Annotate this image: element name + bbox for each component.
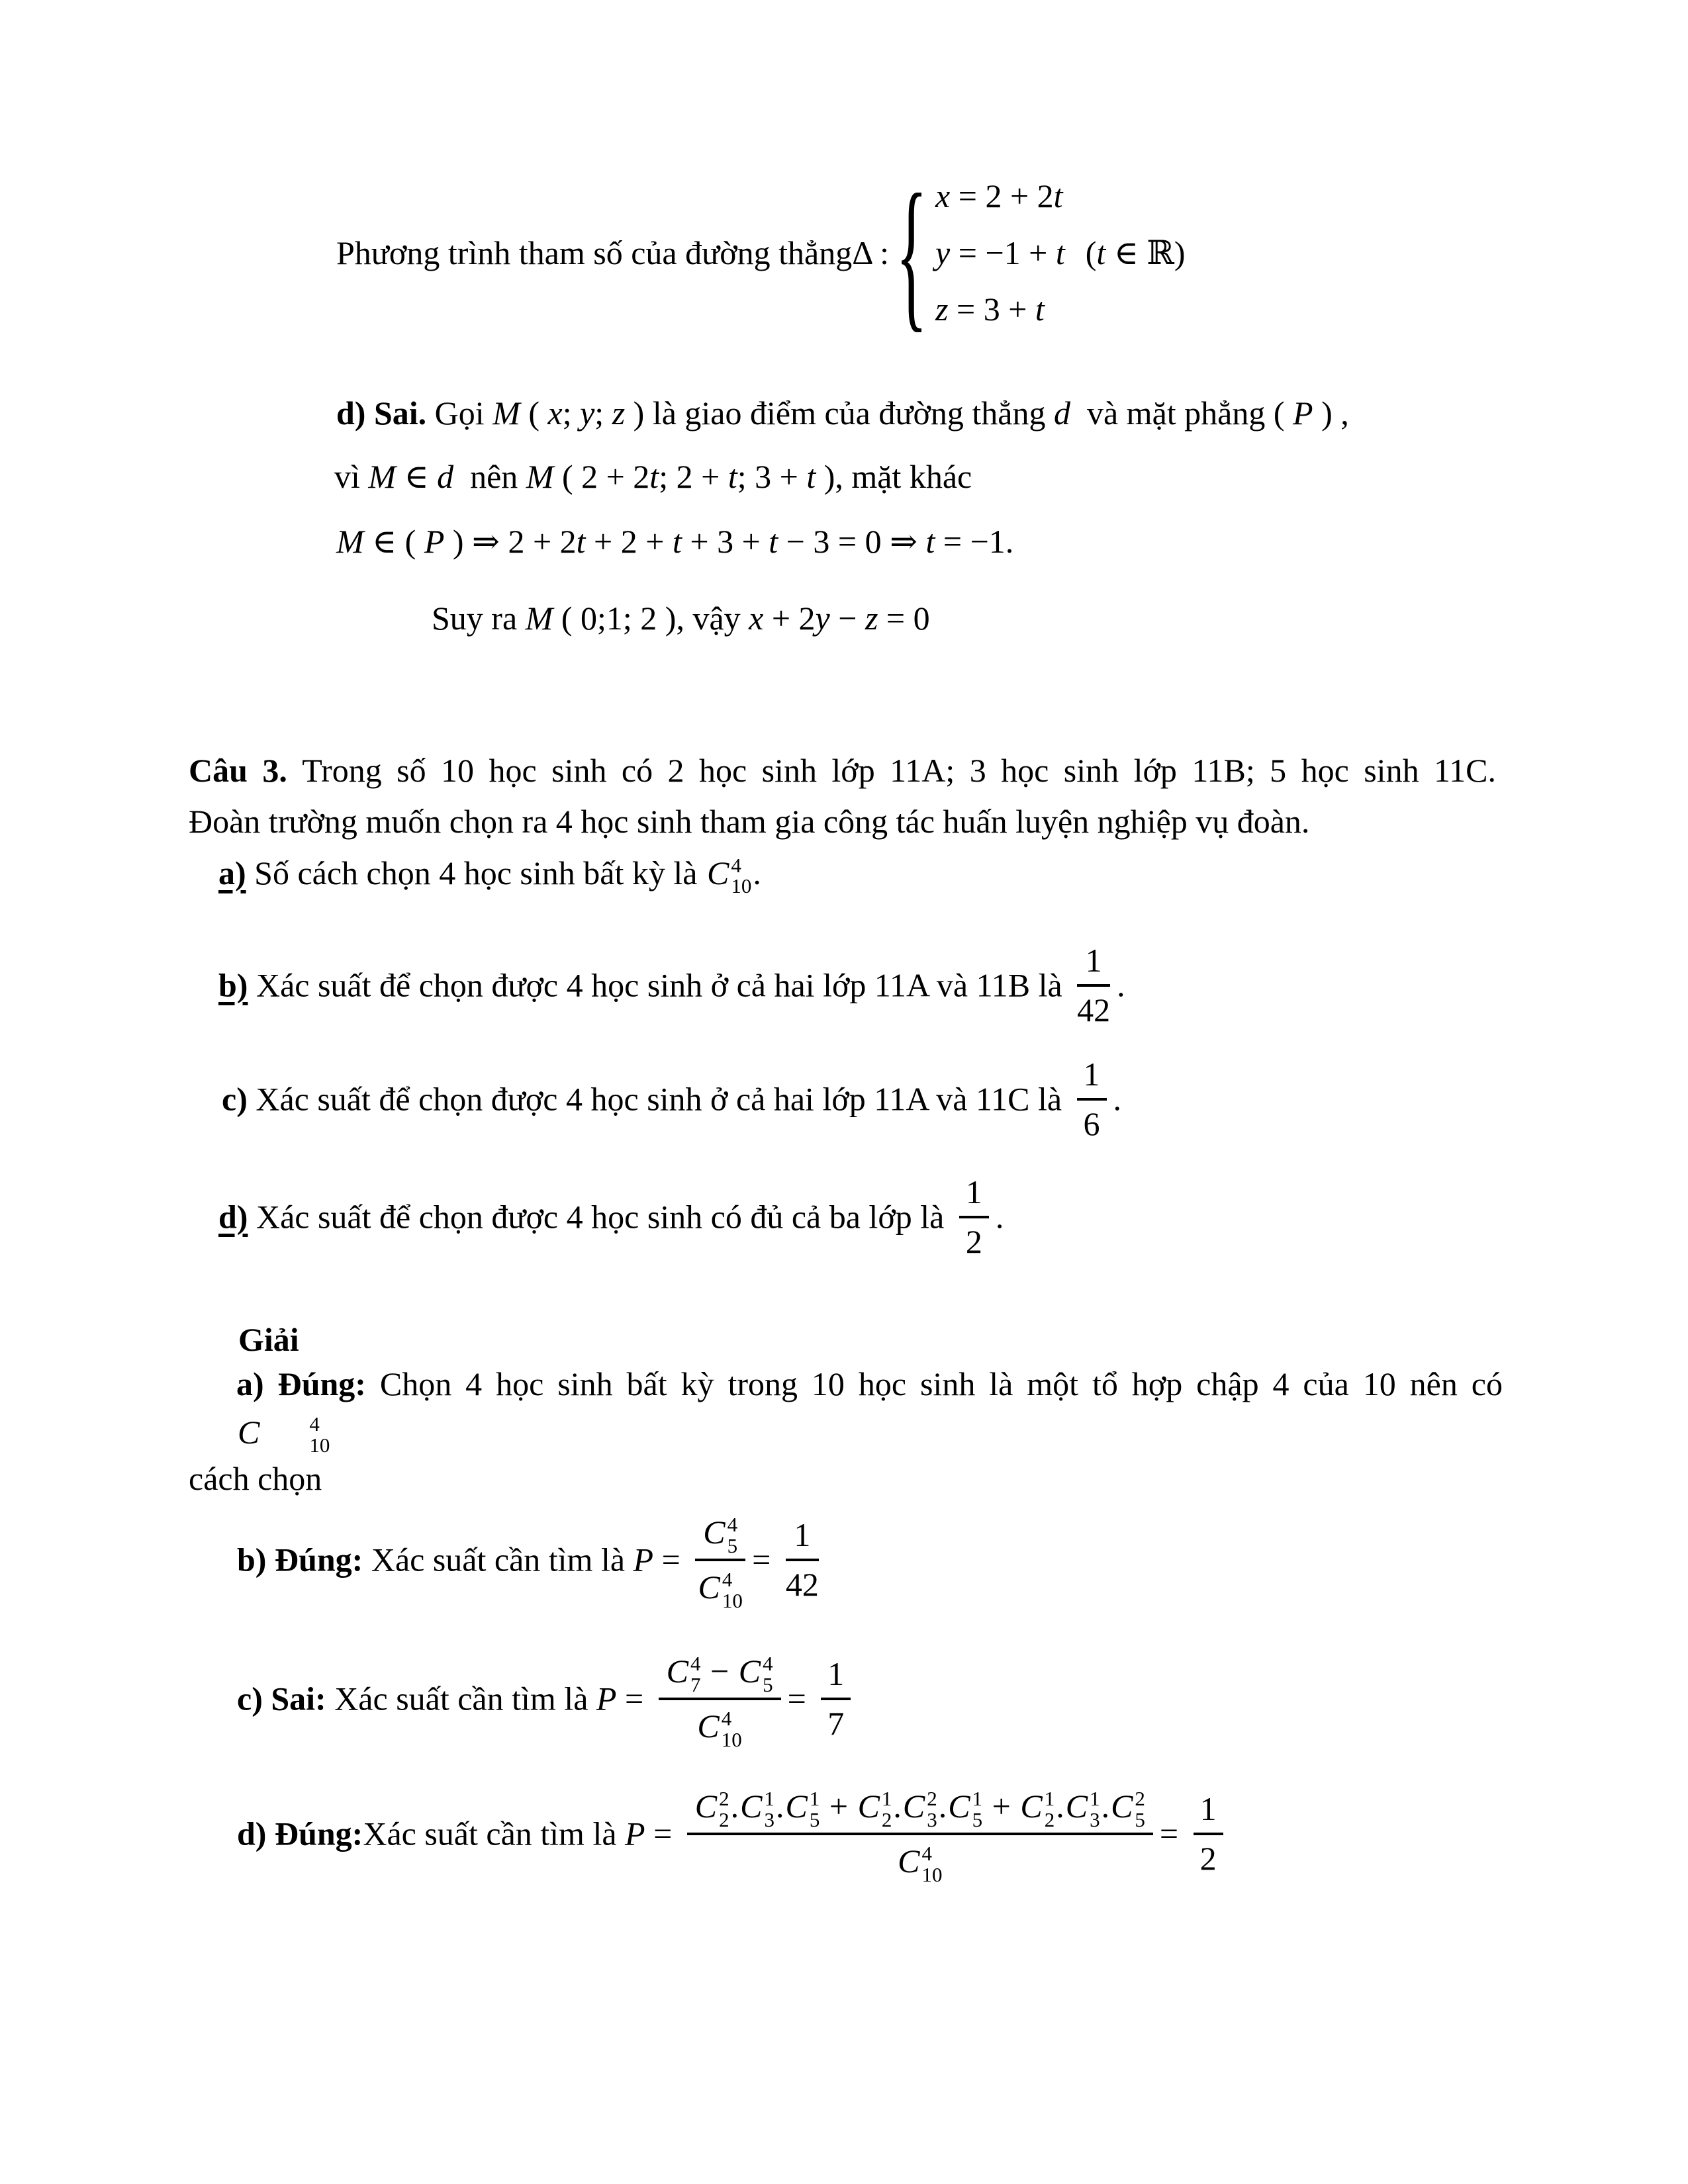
combination-subscript: 10 bbox=[722, 1588, 743, 1612]
combination-scripts bbox=[1135, 1788, 1145, 1830]
text-run: Suy ra bbox=[432, 600, 526, 637]
combination-letter: C bbox=[785, 1788, 808, 1825]
math-fraction bbox=[821, 1655, 851, 1742]
statement-d-sai-line2 bbox=[334, 453, 972, 501]
cau3-problem-line1 bbox=[189, 747, 1496, 795]
fraction-denominator bbox=[1194, 1835, 1223, 1877]
math-fraction bbox=[659, 1649, 781, 1751]
text-run: 1 bbox=[1085, 942, 1102, 979]
combination-scripts bbox=[927, 1788, 937, 1830]
text-run: . bbox=[995, 1198, 1004, 1236]
combination-superscript: 2 bbox=[927, 1787, 937, 1810]
statement-d-sai-line3 bbox=[336, 518, 1013, 566]
combination-subscript: 10 bbox=[309, 1433, 330, 1457]
text-run: 2 bbox=[1199, 1840, 1217, 1878]
combination-scripts bbox=[765, 1788, 775, 1830]
combination-letter: C bbox=[1111, 1788, 1133, 1825]
combination-scripts bbox=[722, 1569, 743, 1611]
combination-symbol bbox=[740, 1786, 774, 1831]
combination-superscript: 1 bbox=[972, 1787, 983, 1810]
combination-scripts bbox=[1090, 1788, 1100, 1830]
text-run: . bbox=[1005, 523, 1014, 560]
combination-letter: C bbox=[857, 1788, 880, 1825]
combination-symbol bbox=[857, 1786, 892, 1831]
combination-subscript: 7 bbox=[690, 1672, 701, 1696]
combination-symbol bbox=[1020, 1786, 1055, 1831]
combination-scripts bbox=[810, 1788, 820, 1830]
text-run: . bbox=[753, 854, 761, 891]
combination-symbol bbox=[1111, 1786, 1145, 1831]
question-item-c bbox=[222, 1056, 1122, 1146]
bold-text-run: a) bbox=[218, 854, 246, 891]
combination-subscript: 5 bbox=[972, 1807, 983, 1831]
combination-subscript: 10 bbox=[921, 1862, 943, 1886]
combination-subscript: 5 bbox=[809, 1807, 820, 1831]
combination-scripts bbox=[882, 1788, 892, 1830]
solution-a-line1 bbox=[189, 1360, 1503, 1456]
combination-symbol bbox=[190, 1408, 330, 1457]
math-run: x + 2y − z = 0 bbox=[749, 600, 930, 637]
math-fraction bbox=[1194, 1790, 1223, 1877]
solution-d-line bbox=[237, 1788, 1230, 1886]
combination-scripts bbox=[719, 1788, 729, 1830]
fraction-denominator bbox=[821, 1700, 851, 1742]
math-run: . bbox=[1101, 1788, 1110, 1825]
bold-text-run: a) Đúng: bbox=[236, 1365, 380, 1402]
math-run: − bbox=[710, 1653, 729, 1690]
combination-superscript: 4 bbox=[727, 1513, 738, 1536]
math-fraction bbox=[786, 1516, 819, 1603]
combination-letter: C bbox=[1020, 1788, 1043, 1825]
combination-subscript: 2 bbox=[1044, 1807, 1055, 1831]
fraction-denominator bbox=[695, 1561, 745, 1612]
math-fraction bbox=[1077, 1055, 1107, 1142]
combination-symbol bbox=[902, 1786, 937, 1831]
combination-symbol bbox=[697, 1706, 742, 1751]
combination-scripts bbox=[722, 1708, 742, 1750]
solution-a-line2 bbox=[189, 1455, 322, 1503]
solution-c-line bbox=[237, 1653, 857, 1751]
text-run: 1 bbox=[1083, 1056, 1100, 1093]
math-run: Δ : bbox=[852, 234, 890, 271]
combination-subscript: 5 bbox=[727, 1533, 738, 1557]
fraction-numerator bbox=[659, 1649, 781, 1700]
combination-superscript: 1 bbox=[881, 1787, 892, 1810]
math-run: + bbox=[829, 1788, 849, 1825]
combination-scripts bbox=[731, 855, 751, 897]
text-run: . bbox=[1117, 966, 1125, 1004]
combination-symbol bbox=[785, 1786, 820, 1831]
suy-ra-conclusion-line bbox=[432, 594, 930, 643]
combination-scripts bbox=[922, 1843, 943, 1885]
combination-superscript: 4 bbox=[690, 1652, 701, 1675]
text-run: 42 bbox=[785, 1566, 819, 1604]
combination-letter: C bbox=[898, 1843, 920, 1880]
text-run: Trong số 10 học sinh có 2 học sinh lớp 11A; 3 học sinh lớp 11B; 5 học sinh 11C. bbox=[302, 752, 1496, 789]
combination-subscript: 10 bbox=[721, 1727, 742, 1751]
math-run: . bbox=[776, 1788, 784, 1825]
combination-letter: C bbox=[706, 854, 729, 891]
bold-text-run: c) bbox=[222, 1080, 248, 1118]
text-run: Đoàn trường muốn chọn ra 4 học sinh tham gia công tác huấn luyện nghiệp vụ đoàn. bbox=[189, 803, 1310, 840]
question-item-d bbox=[218, 1173, 1004, 1264]
combination-symbol bbox=[898, 1841, 943, 1886]
math-run: x = 2 + 2t bbox=[935, 177, 1063, 214]
fraction-denominator bbox=[1077, 1101, 1107, 1142]
combination-symbol bbox=[666, 1651, 701, 1696]
combination-scripts bbox=[690, 1653, 701, 1695]
system-row bbox=[935, 291, 1065, 329]
combination-symbol bbox=[738, 1651, 773, 1696]
combination-letter: C bbox=[703, 1514, 726, 1551]
combination-superscript: 4 bbox=[921, 1842, 933, 1866]
text-run: 1 bbox=[794, 1516, 811, 1554]
combination-superscript: 4 bbox=[722, 1568, 733, 1592]
math-run: . bbox=[730, 1788, 739, 1825]
combination-superscript: 4 bbox=[763, 1652, 773, 1675]
text-run: Gọi bbox=[434, 394, 493, 432]
math-fraction bbox=[1077, 941, 1110, 1028]
combination-letter: C bbox=[1065, 1788, 1088, 1825]
math-run: d bbox=[1053, 394, 1070, 432]
fraction-numerator bbox=[959, 1173, 989, 1218]
math-run: . bbox=[938, 1788, 947, 1825]
combination-subscript: 2 bbox=[719, 1807, 729, 1831]
math-run: = bbox=[752, 1541, 771, 1578]
math-run: P = bbox=[596, 1680, 644, 1717]
text-run: Xác suất cần tìm là bbox=[371, 1541, 633, 1578]
combination-superscript: 1 bbox=[1090, 1787, 1100, 1810]
fraction-denominator bbox=[659, 1700, 781, 1751]
combination-scripts bbox=[727, 1514, 738, 1556]
system-row bbox=[935, 177, 1065, 216]
math-run: z = 3 + t bbox=[935, 291, 1045, 328]
math-run: M ∈ ( P ) ⇒ 2 + 2t + 2 + t + 3 + t − 3 = 0 ⇒ t = −1 bbox=[336, 523, 1006, 560]
text-run: Số cách chọn 4 học sinh bất kỳ là bbox=[246, 854, 706, 891]
combination-letter: C bbox=[698, 1569, 720, 1606]
text-run: 2 bbox=[965, 1223, 982, 1260]
bold-text-run: d) Đúng: bbox=[237, 1815, 363, 1852]
text-run: 6 bbox=[1083, 1105, 1100, 1142]
fraction-denominator bbox=[1077, 987, 1110, 1028]
combination-letter: C bbox=[238, 1413, 260, 1451]
question-item-a bbox=[218, 849, 761, 897]
solution-b-line bbox=[237, 1514, 825, 1612]
math-fraction bbox=[695, 1510, 745, 1612]
combination-superscript: 4 bbox=[309, 1412, 320, 1436]
combination-superscript: 1 bbox=[809, 1787, 820, 1810]
combination-scripts bbox=[972, 1788, 983, 1830]
combination-letter: C bbox=[697, 1707, 720, 1745]
combination-superscript: 4 bbox=[731, 853, 741, 877]
math-run: . bbox=[1056, 1788, 1064, 1825]
text-run: nên bbox=[461, 458, 526, 495]
text-run: Chọn 4 học sinh bất kỳ trong 10 học sinh là một tổ hợp chập 4 của 10 nên có bbox=[379, 1365, 1503, 1402]
combination-symbol bbox=[694, 1786, 729, 1831]
combination-subscript: 3 bbox=[764, 1807, 774, 1831]
math-run: + bbox=[992, 1788, 1011, 1825]
text-run: vì bbox=[334, 458, 369, 495]
combination-scripts bbox=[261, 1414, 330, 1455]
math-run: (t ∈ ℝ) bbox=[1085, 234, 1186, 271]
combination-symbol bbox=[703, 1512, 738, 1557]
bold-text-run: Câu 3. bbox=[189, 752, 303, 789]
combination-symbol bbox=[698, 1567, 743, 1612]
text-run: Xác suất để chọn được 4 học sinh ở cả hai lớp 11A và 11C là bbox=[247, 1080, 1070, 1118]
left-brace-icon: { bbox=[896, 159, 928, 347]
fraction-numerator bbox=[1077, 941, 1110, 987]
fraction-numerator bbox=[1077, 1055, 1107, 1101]
bold-text-run: d) bbox=[218, 1198, 248, 1236]
combination-letter: C bbox=[738, 1653, 761, 1690]
bold-text-run: Giải bbox=[238, 1321, 299, 1358]
combination-scripts bbox=[1045, 1788, 1055, 1830]
text-run: 1 bbox=[965, 1173, 982, 1210]
text-run: Xác suất cần tìm là bbox=[334, 1680, 596, 1717]
math-run: P = bbox=[633, 1541, 680, 1578]
text-run: , vậy bbox=[676, 600, 749, 637]
math-run: M ( 0;1; 2 ) bbox=[525, 600, 677, 637]
text-run: , bbox=[1332, 394, 1349, 432]
text-run: Xác suất để chọn được 4 học sinh có đủ cả ba lớp là bbox=[248, 1198, 953, 1236]
fraction-denominator bbox=[786, 1561, 819, 1603]
text-run: và mặt phẳng bbox=[1078, 394, 1274, 432]
text-run: . bbox=[1113, 1080, 1122, 1118]
combination-scripts bbox=[763, 1653, 773, 1695]
combination-subscript: 3 bbox=[927, 1807, 937, 1831]
fraction-denominator bbox=[687, 1835, 1153, 1886]
text-run: , mặt khác bbox=[835, 458, 972, 495]
combination-superscript: 2 bbox=[1135, 1787, 1145, 1810]
bold-text-run: c) Sai: bbox=[237, 1680, 335, 1717]
combination-superscript: 4 bbox=[721, 1707, 732, 1731]
math-fraction bbox=[687, 1784, 1153, 1886]
statement-d-sai-line1 bbox=[336, 389, 1349, 437]
combination-symbol bbox=[707, 849, 751, 897]
math-run: . bbox=[893, 1788, 902, 1825]
parametric-equation-paragraph bbox=[336, 159, 1186, 347]
bold-text-run: b) bbox=[218, 966, 248, 1004]
bold-text-run: d) Sai. bbox=[336, 394, 435, 432]
combination-superscript: 1 bbox=[764, 1787, 774, 1810]
giai-heading bbox=[238, 1316, 299, 1364]
combination-letter: C bbox=[902, 1788, 925, 1825]
combination-subscript: 10 bbox=[731, 874, 752, 898]
math-run: P = bbox=[625, 1815, 673, 1852]
math-run: = bbox=[787, 1680, 806, 1717]
combination-letter: C bbox=[694, 1788, 718, 1825]
combination-symbol bbox=[1065, 1786, 1100, 1831]
text-run: Xác suất cần tìm là bbox=[363, 1815, 626, 1852]
fraction-denominator bbox=[959, 1218, 989, 1260]
fraction-numerator bbox=[786, 1516, 819, 1561]
text-run: 7 bbox=[827, 1705, 845, 1743]
text-run: 1 bbox=[827, 1655, 845, 1693]
combination-superscript: 1 bbox=[1044, 1787, 1055, 1810]
combination-letter: C bbox=[740, 1788, 763, 1825]
combination-subscript: 5 bbox=[1135, 1807, 1145, 1831]
combination-subscript: 2 bbox=[881, 1807, 892, 1831]
math-run: M ( x; y; z ) bbox=[492, 394, 645, 432]
math-run: ( P ) bbox=[1273, 394, 1333, 432]
text-run: 1 bbox=[1199, 1790, 1217, 1828]
text-run: 42 bbox=[1077, 991, 1111, 1028]
fraction-numerator bbox=[821, 1655, 851, 1700]
combination-superscript: 2 bbox=[719, 1787, 729, 1810]
combination-letter: C bbox=[666, 1653, 688, 1690]
combination-letter: C bbox=[948, 1788, 970, 1825]
question-item-b bbox=[218, 942, 1125, 1032]
combination-subscript: 5 bbox=[763, 1672, 773, 1696]
combination-symbol bbox=[948, 1786, 983, 1831]
equation-system bbox=[893, 159, 1065, 347]
math-fraction bbox=[959, 1173, 989, 1260]
system-rows bbox=[935, 177, 1065, 329]
fraction-numerator bbox=[1194, 1790, 1223, 1835]
text-run: Phương trình tham số của đường thẳng bbox=[336, 234, 853, 271]
fraction-numerator bbox=[687, 1784, 1153, 1835]
system-row bbox=[935, 234, 1065, 273]
math-run: = bbox=[1159, 1815, 1179, 1852]
text-run: Xác suất để chọn được 4 học sinh ở cả hai lớp 11A và 11B là bbox=[248, 966, 1071, 1004]
math-run: M ∈ d bbox=[368, 458, 454, 495]
cau3-problem-line2 bbox=[189, 797, 1496, 846]
combination-subscript: 3 bbox=[1090, 1807, 1100, 1831]
bold-text-run: b) Đúng: bbox=[237, 1541, 371, 1578]
text-run: cách chọn bbox=[189, 1460, 322, 1497]
text-run: là giao điểm của đường thẳng bbox=[652, 394, 1054, 432]
math-run: y = −1 + t bbox=[935, 234, 1065, 271]
fraction-numerator bbox=[695, 1510, 745, 1561]
math-run: M ( 2 + 2t; 2 + t; 3 + t ) bbox=[526, 458, 835, 495]
